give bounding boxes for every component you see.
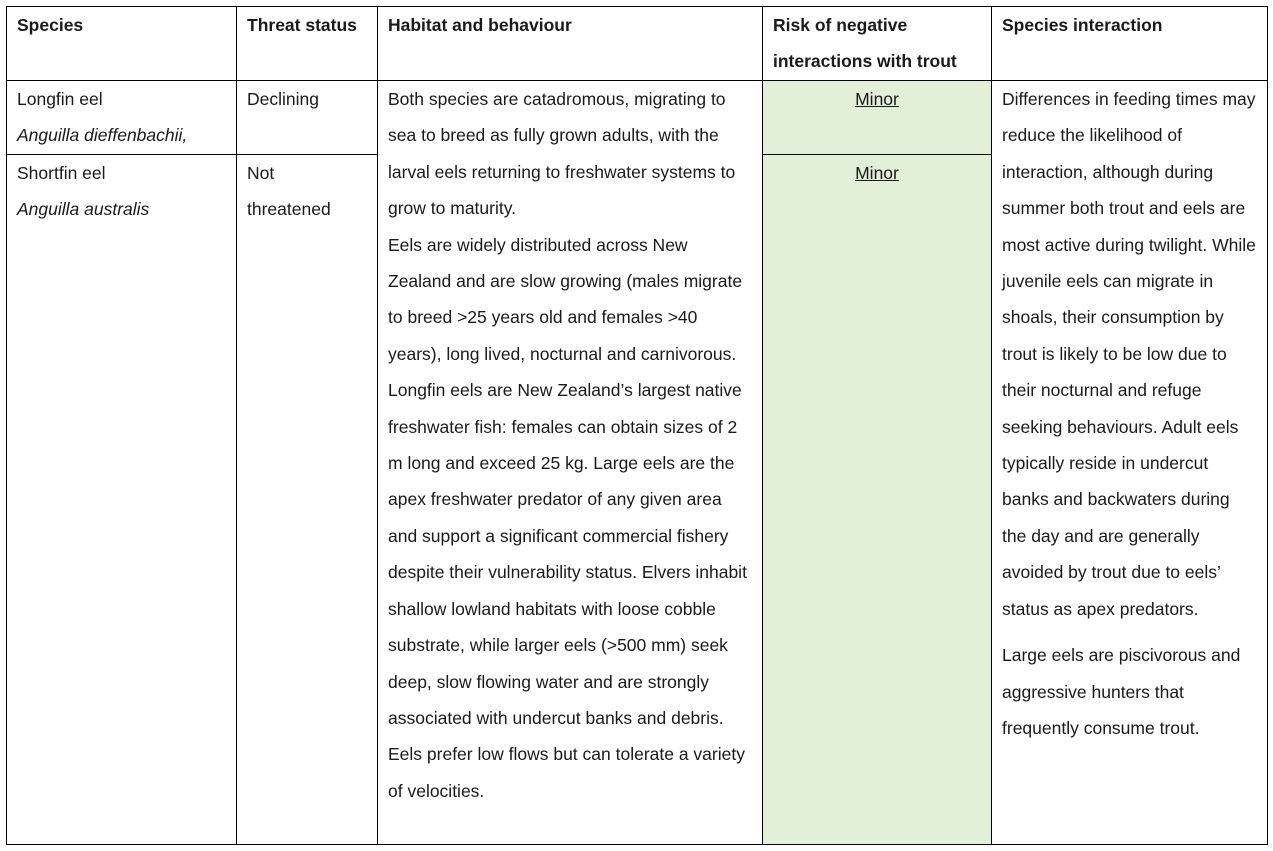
table-row-longfin bbox=[7, 81, 1268, 155]
header-habitat-behaviour: Habitat and behaviour bbox=[378, 7, 763, 81]
common-name-shortfin: Shortfin eel bbox=[17, 163, 106, 183]
cell-species-interaction bbox=[992, 81, 1268, 845]
header-risk bbox=[763, 7, 992, 81]
cell-species-longfin bbox=[7, 81, 237, 155]
header-species: Species bbox=[7, 7, 237, 81]
risk-value-longfin: Minor bbox=[855, 89, 899, 109]
common-name-longfin: Longfin eel bbox=[17, 89, 103, 109]
interaction-paragraph-2: Large eels are piscivorous and aggressive hunters that frequently consume trout. bbox=[1002, 645, 1241, 738]
habitat-paragraph-3: Longfin eels are New Zealand’s largest native freshwater fish: females can obtain sizes of 2 m long and exceed 25 kg. Large eels are the apex freshwater predator of any given area and support a significant commercial fishery despite their vulnerability status. Elvers inhabit shallow lowland habitats with loose cobble substrate, while larger eels (>500 mm) seek deep, slow flowing water and are strongly associated with undercut banks and debris. Eels prefer low flows but can tolerate a variety of velocities. bbox=[388, 380, 747, 801]
cell-habitat-behaviour bbox=[378, 81, 763, 845]
risk-value-shortfin: Minor bbox=[855, 163, 899, 183]
header-risk-line-2: interactions with trout bbox=[773, 51, 957, 72]
interaction-paragraph-1: Differences in feeding times may reduce the likelihood of interaction, although during summer both trout and eels are most active during twilight. While juvenile eels can migrate in shoals, their consumption by trout is likely to be low due to their nocturnal and refuge seeking behaviours. Adult eels typically reside in undercut banks and backwaters during the day and are generally avoided by trout due to eels’ status as apex predators. bbox=[1002, 89, 1256, 619]
cell-risk-shortfin bbox=[763, 155, 992, 845]
scientific-name-longfin: Anguilla dieffenbachii, bbox=[17, 125, 188, 146]
habitat-paragraph-2: Eels are widely distributed across New Zealand and are slow growing (males migrate to breed >25 years old and females >40 years), long lived, nocturnal and carnivorous. bbox=[388, 234, 743, 364]
header-species-interaction: Species interaction bbox=[992, 7, 1268, 81]
cell-risk-longfin bbox=[763, 81, 992, 155]
threat-status-shortfin-line-1: Not bbox=[247, 163, 275, 183]
habitat-paragraph-1: Both species are catadromous, migrating to sea to breed as fully grown adults, with the larval eels returning to freshwater systems to grow to maturity. bbox=[388, 89, 736, 219]
header-risk-line-1: Risk of negative bbox=[773, 15, 908, 35]
cell-threat-longfin: Declining bbox=[237, 81, 378, 155]
cell-species-shortfin bbox=[7, 155, 237, 845]
scientific-name-shortfin: Anguilla australis bbox=[17, 199, 150, 220]
header-row bbox=[7, 7, 1268, 81]
species-interaction-table bbox=[6, 6, 1268, 845]
threat-status-shortfin-line-2: threatened bbox=[247, 199, 331, 220]
header-threat-status: Threat status bbox=[237, 7, 378, 81]
cell-threat-shortfin bbox=[237, 155, 378, 845]
